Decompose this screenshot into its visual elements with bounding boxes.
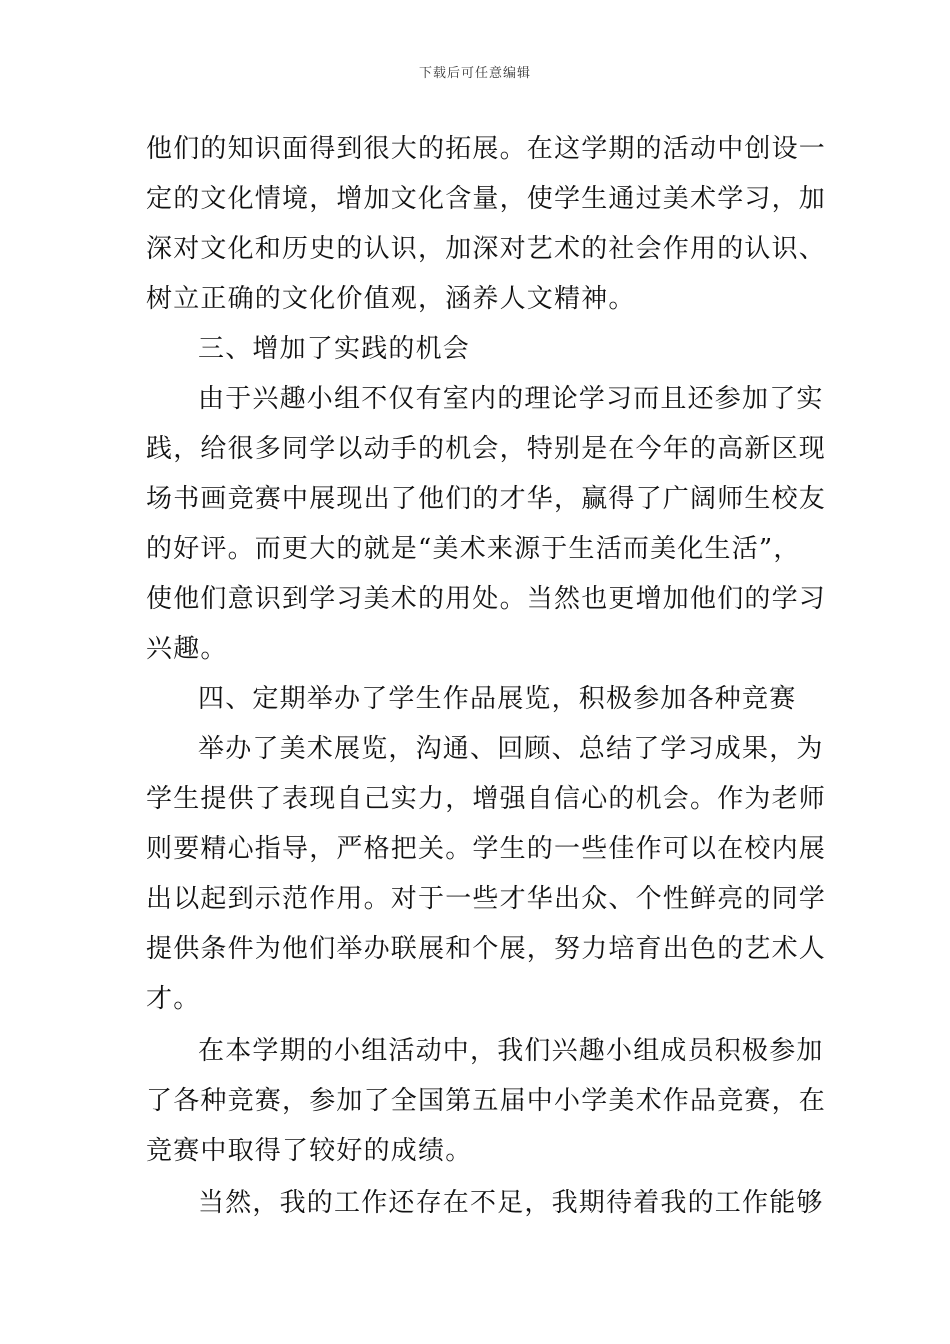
text-line: 了各种竞赛，参加了全国第五届中小学美术作品竞赛，在 <box>146 1086 827 1116</box>
text-line: 由于兴趣小组不仅有室内的理论学习而且还参加了实 <box>198 384 824 414</box>
text-line: 场书画竞赛中展现出了他们的才华，赢得了广阔师生校友 <box>146 484 827 514</box>
text-line: 深对文化和历史的认识，加深对艺术的社会作用的认识、 <box>146 234 827 264</box>
section-heading: 三、增加了实践的机会 <box>198 334 471 364</box>
text-line: 树立正确的文化价值观，涵养人文精神。 <box>146 284 636 314</box>
text-line: 当然，我的工作还存在不足，我期待着我的工作能够 <box>198 1188 824 1218</box>
text-line: 使他们意识到学习美术的用处。当然也更增加他们的学习 <box>146 584 827 614</box>
text-line: 在本学期的小组活动中，我们兴趣小组成员积极参加 <box>198 1036 824 1066</box>
page-header: 下载后可任意编辑 <box>418 66 531 81</box>
text-line: 才。 <box>146 984 201 1014</box>
text-line: 举办了美术展览，沟通、回顾、总结了学习成果，为 <box>198 734 824 764</box>
text-line: 的好评。而更大的就是“美术来源于生活而美化生活”， <box>146 534 801 564</box>
text-line: 提供条件为他们举办联展和个展，努力培育出色的艺术人 <box>146 934 827 964</box>
text-line: 出以起到示范作用。对于一些才华出众、个性鲜亮的同学 <box>146 884 827 914</box>
text-line: 兴趣。 <box>146 634 228 664</box>
text-line: 竞赛中取得了较好的成绩。 <box>146 1136 473 1166</box>
text-line: 则要精心指导，严格把关。学生的一些佳作可以在校内展 <box>146 834 827 864</box>
text-line: 学生提供了表现自己实力，增强自信心的机会。作为老师 <box>146 784 827 814</box>
text-line: 定的文化情境，增加文化含量，使学生通过美术学习，加 <box>146 184 827 214</box>
section-heading: 四、定期举办了学生作品展览，积极参加各种竞赛 <box>198 684 797 714</box>
text-line: 践，给很多同学以动手的机会，特别是在今年的高新区现 <box>146 434 827 464</box>
text-line: 他们的知识面得到很大的拓展。在这学期的活动中创设一 <box>146 134 827 164</box>
document-body <box>146 124 827 1228</box>
